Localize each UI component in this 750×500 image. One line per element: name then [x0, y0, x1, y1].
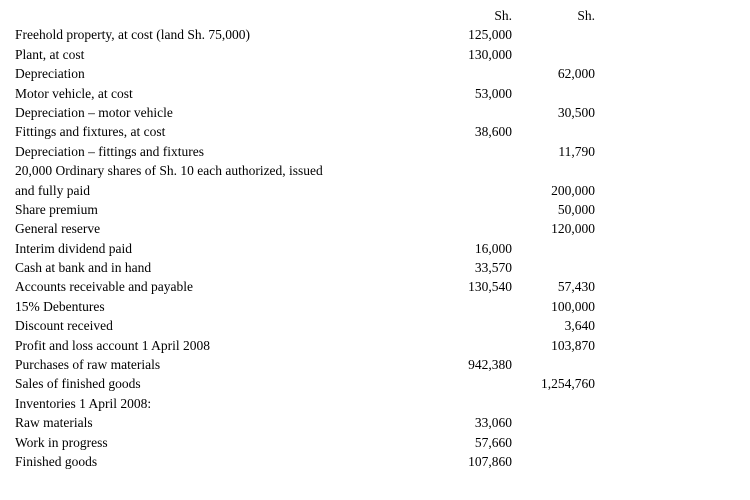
credit-amount	[512, 84, 595, 103]
debit-amount: 53,000	[474, 85, 512, 101]
header-spacer	[15, 6, 460, 25]
table-row	[0, 297, 750, 316]
account-label: Depreciation – fittings and fixtures	[15, 143, 204, 159]
credit-amount	[512, 258, 595, 277]
table-row	[0, 219, 750, 238]
debit-amount: 130,000	[468, 46, 512, 62]
account-label: Depreciation – motor vehicle	[15, 104, 173, 120]
table-row	[0, 277, 750, 296]
debit-amount: 125,000	[468, 27, 512, 43]
account-label: Purchases of raw materials	[15, 357, 161, 373]
column-headers-row	[0, 6, 750, 25]
account-label: Interim dividend paid	[15, 240, 132, 256]
debit-amount	[460, 394, 512, 413]
credit-amount: 50,000	[557, 201, 595, 217]
table-row	[0, 239, 750, 258]
account-label: Raw materials	[15, 415, 93, 431]
debit-amount	[460, 219, 512, 238]
credit-amount	[512, 433, 595, 452]
credit-amount: 103,870	[551, 337, 595, 353]
table-row	[0, 161, 750, 180]
account-label: Finished goods	[15, 453, 98, 469]
table-row	[0, 258, 750, 277]
credit-amount: 200,000	[551, 182, 595, 198]
account-label: General reserve	[15, 221, 101, 237]
credit-amount	[512, 45, 595, 64]
credit-amount	[512, 161, 595, 180]
debit-amount	[460, 200, 512, 219]
account-label: Sales of finished goods	[15, 376, 141, 392]
credit-amount: 120,000	[551, 221, 595, 237]
debit-amount: 942,380	[468, 357, 512, 373]
account-label: Accounts receivable and payable	[15, 279, 194, 295]
debit-amount	[460, 336, 512, 355]
table-row	[0, 433, 750, 452]
table-row	[0, 200, 750, 219]
credit-amount	[512, 239, 595, 258]
credit-amount: 11,790	[558, 143, 595, 159]
credit-amount	[512, 355, 595, 374]
account-label: 20,000 Ordinary shares of Sh. 10 each authorized, issued	[15, 163, 323, 179]
debit-amount	[460, 161, 512, 180]
debit-amount	[460, 181, 512, 200]
table-row	[0, 122, 750, 141]
table-row	[0, 336, 750, 355]
table-row	[0, 355, 750, 374]
table-row	[0, 84, 750, 103]
debit-amount	[460, 64, 512, 83]
table-row	[0, 45, 750, 64]
table-row	[0, 142, 750, 161]
debit-amount	[460, 316, 512, 335]
account-label: Depreciation	[15, 66, 85, 82]
debit-amount	[460, 103, 512, 122]
account-label: Cash at bank and in hand	[15, 260, 152, 276]
account-label: Discount received	[15, 318, 113, 334]
credit-amount	[512, 452, 595, 471]
credit-amount: 3,640	[564, 318, 595, 334]
table-row	[0, 64, 750, 83]
credit-amount	[512, 394, 595, 413]
account-label: Motor vehicle, at cost	[15, 85, 133, 101]
account-label: Inventories 1 April 2008:	[15, 395, 152, 411]
credit-amount: 1,254,760	[541, 376, 595, 392]
debit-amount: 38,600	[474, 124, 512, 140]
table-row	[0, 413, 750, 432]
table-row	[0, 25, 750, 44]
debit-amount	[460, 142, 512, 161]
table-row	[0, 452, 750, 471]
debit-amount: 107,860	[468, 453, 512, 469]
credit-amount	[512, 25, 595, 44]
debit-amount: 57,660	[474, 434, 512, 450]
account-label: Freehold property, at cost (land Sh. 75,000)	[15, 27, 250, 43]
table-row	[0, 103, 750, 122]
account-label: 15% Debentures	[15, 298, 105, 314]
debit-amount	[460, 374, 512, 393]
account-label: Plant, at cost	[15, 46, 85, 62]
credit-column-header: Sh.	[577, 8, 595, 23]
account-label: Share premium	[15, 201, 98, 217]
account-label: and fully paid	[15, 182, 90, 198]
debit-column-header: Sh.	[494, 8, 512, 23]
account-label: Fittings and fixtures, at cost	[15, 124, 166, 140]
table-row	[0, 394, 750, 413]
table-row	[0, 181, 750, 200]
table-row	[0, 374, 750, 393]
debit-amount	[460, 297, 512, 316]
debit-amount: 33,060	[474, 415, 512, 431]
account-label: Work in progress	[15, 434, 108, 450]
table-rows-container	[0, 25, 750, 471]
credit-amount: 57,430	[557, 279, 595, 295]
debit-amount: 16,000	[474, 240, 512, 256]
credit-amount: 62,000	[557, 66, 595, 82]
credit-amount: 30,500	[557, 104, 595, 120]
debit-amount: 33,570	[474, 260, 512, 276]
credit-amount	[512, 122, 595, 141]
credit-amount	[512, 413, 595, 432]
credit-amount: 100,000	[551, 298, 595, 314]
table-row	[0, 316, 750, 335]
debit-amount: 130,540	[468, 279, 512, 295]
account-label: Profit and loss account 1 April 2008	[15, 337, 210, 353]
